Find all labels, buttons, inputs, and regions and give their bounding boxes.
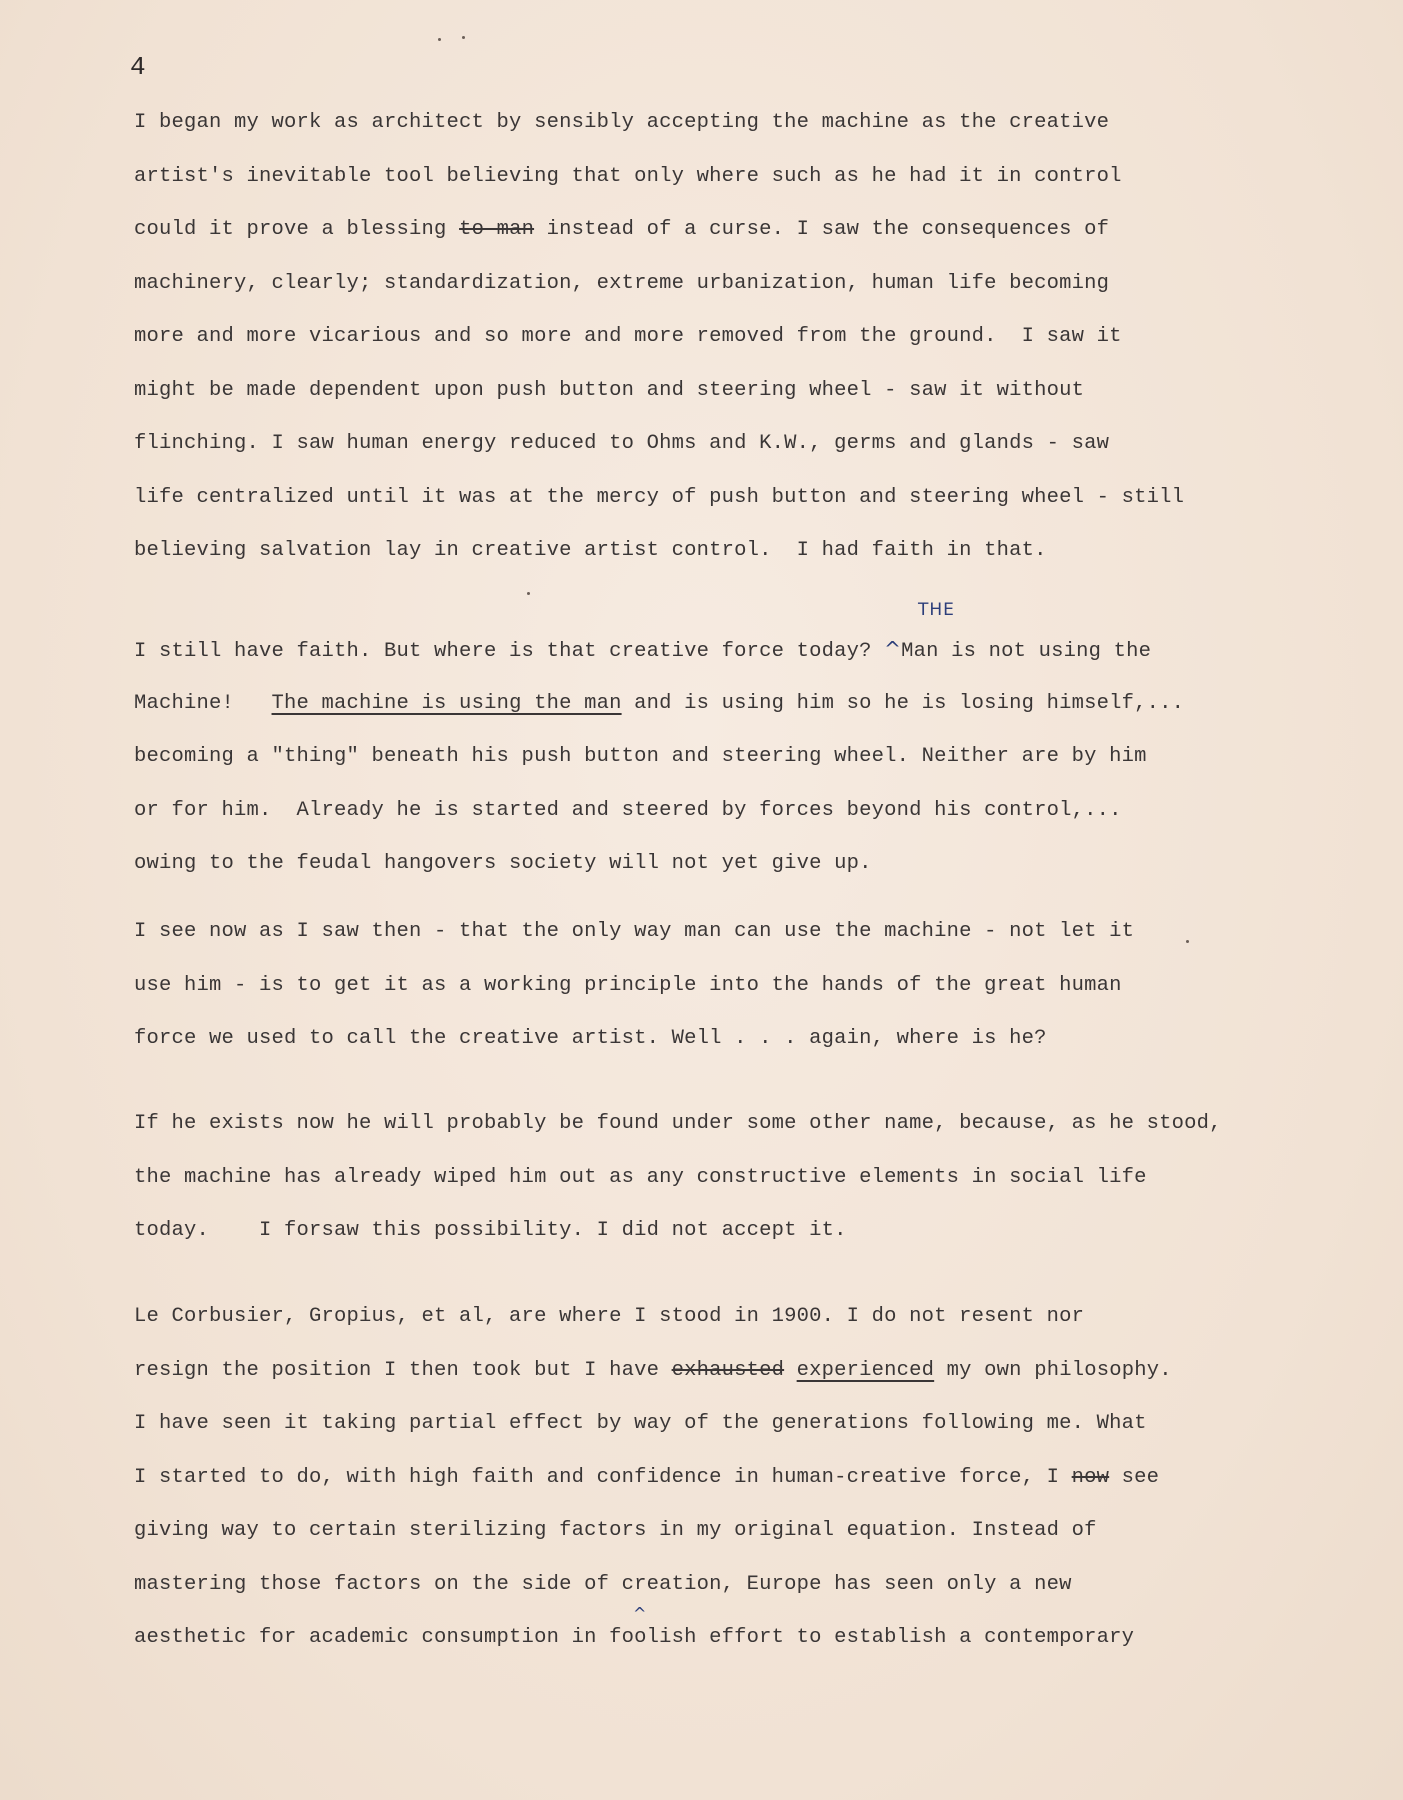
text-line bbox=[134, 417, 1184, 471]
text-segment: I see now as I saw then - that the only way man can use the machine - not let it bbox=[134, 920, 1135, 943]
text-segment: use him - is to get it as a working principle into the hands of the great human bbox=[134, 973, 1122, 997]
text-line bbox=[134, 905, 1134, 959]
text-segment bbox=[784, 1359, 797, 1382]
handwritten-insertion-the: THE bbox=[918, 600, 955, 620]
text-line bbox=[134, 959, 1134, 1013]
text-line bbox=[134, 364, 1184, 418]
text-segment: today. I forsaw this possibility. I did not accept it. bbox=[134, 1219, 847, 1242]
text-segment: Machine! bbox=[134, 691, 272, 715]
text-line bbox=[134, 1344, 1172, 1398]
text-segment: I began my work as architect by sensibly accepting the machine as the creative bbox=[134, 111, 1110, 134]
text-line bbox=[134, 837, 1184, 891]
text-line bbox=[134, 310, 1184, 364]
text-line bbox=[134, 1397, 1172, 1451]
paragraph-2 bbox=[134, 623, 1184, 891]
text-segment: I started to do, with high faith and confidence in human-creative force, I bbox=[134, 1465, 1072, 1489]
text-segment: could it prove a blessing bbox=[134, 218, 460, 241]
text-line bbox=[134, 471, 1184, 525]
text-line bbox=[134, 1611, 1172, 1665]
text-line bbox=[134, 730, 1184, 784]
text-segment: believing salvation lay in creative artist control. I had faith in that. bbox=[134, 539, 1047, 562]
text-segment: I still have faith. But where is that creative force today? bbox=[134, 640, 885, 663]
text-line bbox=[134, 524, 1184, 578]
insertion-caret: ^ bbox=[884, 637, 902, 661]
paragraph-4 bbox=[134, 1097, 1222, 1258]
paragraph-3 bbox=[134, 905, 1134, 1066]
text-segment: instead of a curse. I saw the consequences of bbox=[534, 218, 1110, 241]
text-segment: or for him. Already he is started and steered by forces beyond his control,... bbox=[134, 798, 1122, 822]
handwritten-insert-caret: ^ bbox=[633, 1604, 647, 1623]
text-segment: machinery, clearly; standardization, extreme urbanization, human life becoming bbox=[134, 271, 1110, 295]
text-segment: Man is not using the bbox=[901, 640, 1152, 663]
text-segment: and is using him so he is losing himself,... bbox=[621, 691, 1185, 715]
paper-speck bbox=[1186, 940, 1189, 943]
paragraph-5 bbox=[134, 1290, 1172, 1665]
struck-out-text: exhausted bbox=[671, 1358, 785, 1382]
text-segment: artist's inevitable tool believing that only where such as he had it in control bbox=[134, 164, 1122, 188]
paper-speck bbox=[438, 38, 441, 41]
text-segment: becoming a "thing" beneath his push button and steering wheel. Neither are by him bbox=[134, 745, 1147, 768]
paper-speck bbox=[527, 592, 530, 595]
underlined-text: The machine is using the man bbox=[271, 691, 622, 715]
text-line bbox=[134, 1290, 1172, 1344]
text-line bbox=[134, 150, 1184, 204]
text-segment: the machine has already wiped him out as any constructive elements in social life bbox=[134, 1165, 1147, 1189]
text-line bbox=[134, 1558, 1172, 1612]
text-segment: my own philosophy. bbox=[934, 1358, 1172, 1382]
text-line bbox=[134, 1151, 1222, 1205]
text-segment: I have seen it taking partial effect by way of the generations following me. What bbox=[134, 1412, 1147, 1435]
text-line bbox=[134, 1504, 1172, 1558]
text-line bbox=[134, 623, 1184, 677]
text-segment: owing to the feudal hangovers society will not yet give up. bbox=[134, 852, 872, 875]
text-line bbox=[134, 1097, 1222, 1151]
text-segment: mastering those factors on the side of creation, Europe has seen only a new bbox=[134, 1572, 1072, 1596]
text-line bbox=[134, 1204, 1222, 1258]
text-segment: might be made dependent upon push button and steering wheel - saw it without bbox=[134, 378, 1085, 402]
text-line bbox=[134, 1451, 1172, 1505]
paper-speck bbox=[462, 36, 465, 39]
text-segment: Le Corbusier, Gropius, et al, are where I stood in 1900. I do not resent nor bbox=[134, 1305, 1085, 1328]
text-line bbox=[134, 203, 1184, 257]
struck-out-text: to man bbox=[459, 218, 535, 241]
paragraph-1 bbox=[134, 96, 1184, 578]
text-segment: life centralized until it was at the mercy of push button and steering wheel - still bbox=[134, 485, 1185, 509]
text-segment: giving way to certain sterilizing factors in my original equation. Instead of bbox=[134, 1519, 1097, 1542]
text-line bbox=[134, 677, 1184, 731]
text-segment: If he exists now he will probably be found under some other name, because, as he stood, bbox=[134, 1112, 1222, 1135]
text-line bbox=[134, 1012, 1134, 1066]
struck-out-text: now bbox=[1071, 1465, 1110, 1489]
text-segment: force we used to call the creative artist. Well . . . again, where is he? bbox=[134, 1027, 1047, 1050]
page-number: 4 bbox=[130, 52, 146, 82]
text-line bbox=[134, 784, 1184, 838]
text-segment: resign the position I then took but I have bbox=[134, 1358, 672, 1382]
text-segment: see bbox=[1109, 1465, 1160, 1489]
text-segment: aesthetic for academic consumption in foolish effort to establish a contemporary bbox=[134, 1626, 1135, 1649]
text-segment: more and more vicarious and so more and more removed from the ground. I saw it bbox=[134, 325, 1122, 348]
text-line bbox=[134, 96, 1184, 150]
underlined-text: experienced bbox=[796, 1358, 935, 1382]
text-segment: flinching. I saw human energy reduced to Ohms and K.W., germs and glands - saw bbox=[134, 432, 1110, 455]
text-line bbox=[134, 257, 1184, 311]
